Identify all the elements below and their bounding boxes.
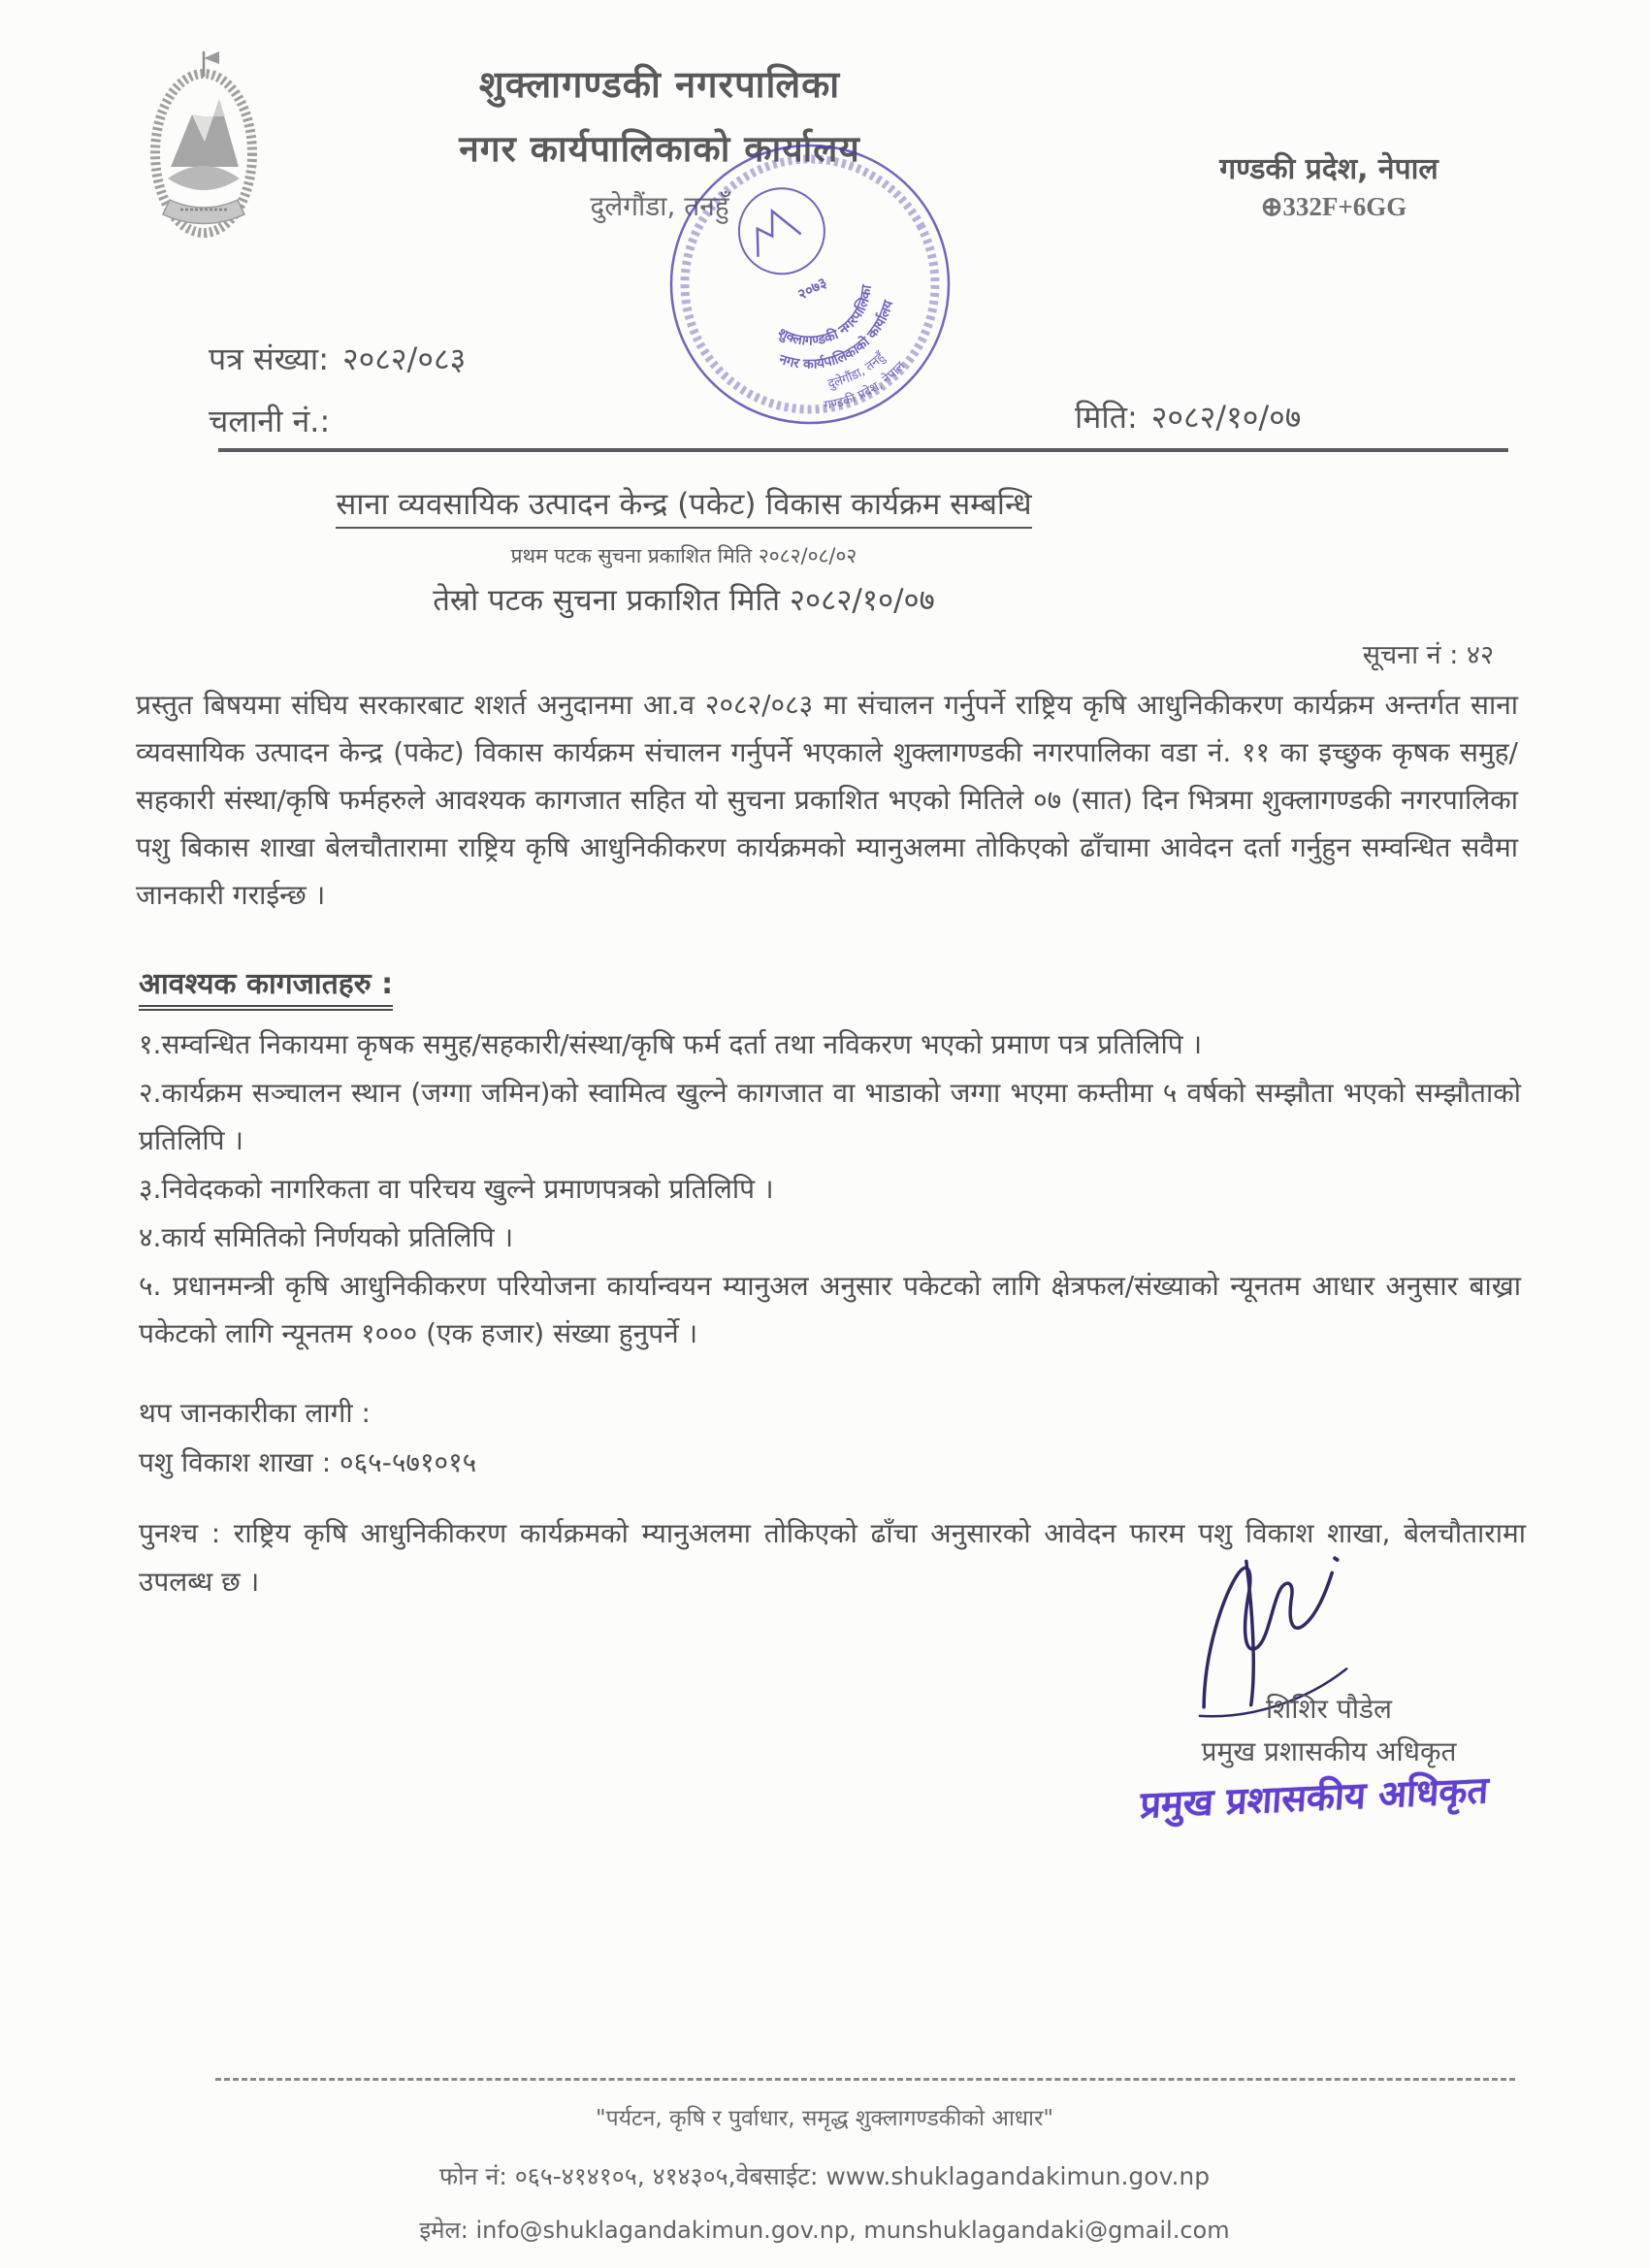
footer-phone-website: फोन नं: ०६५-४१४१०५, ४१४३०५,वेबसाईट: www.shuklagandakimun.gov.np bbox=[438, 2162, 1211, 2190]
ref-number-label: पत्र संख्या: bbox=[209, 340, 329, 377]
document-list-item: ३.निवेदकको नागरिकता वा परिचय खुल्ने प्रमाणपत्रको प्रतिलिपि । bbox=[139, 1173, 774, 1205]
seal-text-province: गण्डकी प्रदेश, नेपाल bbox=[823, 359, 909, 413]
seal-text-address: दुलेगौंडा, तनहुँ bbox=[826, 349, 889, 392]
coat-of-arms-icon bbox=[144, 49, 265, 247]
header-divider bbox=[218, 448, 1508, 452]
document-list-item: २.कार्यक्रम सञ्चालन स्थान (जग्गा जमिन)को स्वामित्व खुल्ने कागजात वा भाडाको जग्गा भएमा कम्तीमा ५ वर्षको सम्झौता भएको सम्झौताको प्रतिलिपि । bbox=[139, 1077, 1521, 1156]
designation-stamp: प्रमुख प्रशासकीय अधिकृत bbox=[1139, 1768, 1490, 1827]
ref-number-line bbox=[209, 338, 466, 379]
document-list-item: ४.कार्य समितिको निर्णयको प्रतिलिपि । bbox=[139, 1221, 514, 1253]
province-line: गण्डकी प्रदेश, नेपाल bbox=[1219, 152, 1439, 186]
footer-email: इमेल: info@shuklagandakimun.gov.np, munshuklagandaki@gmail.com bbox=[419, 2217, 1230, 2244]
seal-text-municipality: शुक्लागण्डकी नगरपालिका bbox=[775, 283, 876, 349]
date-value: २०८२/१०/०७ bbox=[1150, 399, 1302, 436]
notice-number: सूचना नं : ४२ bbox=[1362, 640, 1494, 670]
document-list-item: ५. प्रधानमन्त्री कृषि आधुनिकीकरण परियोजना कार्यान्वयन म्यानुअल अनुसार पकेटको लागि क्षेत्रफल/संख्याको न्यूनतम आधार अनुसार बाख्रा पकेटको लागि न्यूनतम १००० (एक हजार) संख्या हुनुपर्ने । bbox=[139, 1270, 1521, 1349]
more-info-label: थप जानकारीका लागी : bbox=[139, 1397, 371, 1429]
signer-title: प्रमुख प्रशासकीय अधिकृत bbox=[1201, 1735, 1457, 1767]
dispatch-number-label: चलानी नं.: bbox=[209, 403, 331, 439]
date-line bbox=[1075, 396, 1301, 437]
seal-text-office: नगर कार्यपालिकाको कार्यालय bbox=[777, 298, 897, 373]
plus-code-icon: ⊕ bbox=[1260, 192, 1283, 221]
footer-slogan: "पर्यटन, कृषि र पुर्वाधार, समृद्ध शुक्लागण्डकीको आधार" bbox=[596, 2106, 1053, 2131]
office-name: नगर कार्यपालिकाको कार्यालय bbox=[459, 128, 860, 170]
date-label: मिति: bbox=[1075, 399, 1138, 436]
postscript-paragraph: पुनश्च : राष्ट्रिय कृषि आधुनिकीकरण कार्यक्रमको म्यानुअलमा तोकिएको ढाँचा अनुसारको आवेदन फारम पशु विकाश शाखा, बेलचौतारामा उपलब्ध छ । bbox=[139, 1517, 1526, 1598]
documents-heading: आवश्यक कागजातहरु : bbox=[139, 962, 393, 1011]
subject-block bbox=[136, 483, 1232, 620]
third-notice-date: तेस्रो पटक सुचना प्रकाशित मिति २०८२/१०/०७ bbox=[433, 583, 935, 618]
municipality-name: शुक्लागण्डकी नगरपालिका bbox=[478, 63, 841, 106]
document-list-item: १.सम्वन्धित निकायमा कृषक समुह/सहकारी/संस्था/कृषि फर्म दर्ता तथा नविकरण भएको प्रमाण पत्र प्रतिलिपि । bbox=[139, 1028, 1203, 1060]
body-paragraph: प्रस्तुत बिषयमा संघिय सरकारबाट शशर्त अनुदानमा आ.व २०८२/०८३ मा संचालन गर्नुपर्ने राष्ट्रिय कृषि आधुनिकीकरण कार्यक्रम अन्तर्गत साना व्यवसायिक उत्पादन केन्द्र (पकेट) विकास कार्यक्रम संचालन गर्नुपर्ने भएकाले शुक्लागण्डकी नगरपालिका वडा नं. ११ का इच्छुक कृषक समुह/सहकारी संस्था/कृषि फर्महरुले आवश्यक कागजात सहित यो सुचना प्रकाशित भएको मितिले ०७ (सात) दिन भित्रमा शुक्लागण्डकी नगरपालिका पशु बिकास शाखा बेलचौतारामा राष्ट्रिय कृषि आधुनिकीकरण कार्यक्रमको म्यानुअलमा तोकिएको ढाँचामा आवेदन दर्ता गर्नुहुन सम्वन्धित सवैमा जानकारी गराईन्छ । bbox=[136, 689, 1518, 911]
first-notice-date: प्रथम पटक सुचना प्रकाशित मिति २०८२/०८/०२ bbox=[510, 544, 857, 567]
official-seal-stamp bbox=[640, 124, 980, 444]
plus-code bbox=[1188, 192, 1479, 222]
office-address: दुलेगौंडा, तनहुँ bbox=[590, 190, 729, 222]
department-phone: पशु विकाश शाखा : ०६५-५७१०१५ bbox=[139, 1446, 477, 1478]
seal-year: २०७३ bbox=[794, 274, 830, 304]
subject-title: साना व्यवसायिक उत्पादन केन्द्र (पकेट) विकास कार्यक्रम सम्बन्धि bbox=[336, 483, 1031, 529]
plus-code-text: 332F+6GG bbox=[1282, 192, 1407, 221]
footer-divider bbox=[215, 2078, 1515, 2081]
signer-name: शिशिर पौडेल bbox=[1265, 1693, 1393, 1725]
documents-list bbox=[139, 1021, 1521, 1358]
ref-number-value: २०८२/०८३ bbox=[342, 340, 467, 377]
